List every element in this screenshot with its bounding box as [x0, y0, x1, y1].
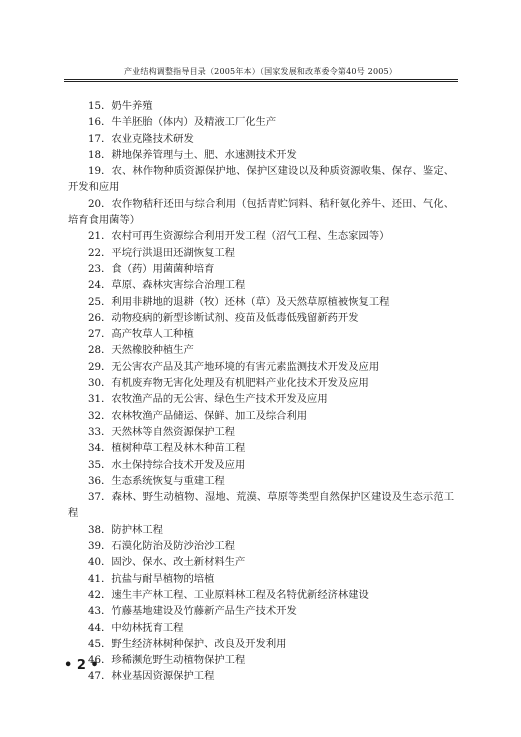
list-item: 43．竹藤基地建设及竹藤新产品生产技术开发: [88, 605, 297, 618]
list-item: 22．平垸行洪退田还湖恢复工程: [88, 246, 235, 259]
list-item: 47．林业基因资源保护工程: [88, 670, 215, 683]
list-item: 34．植树种草工程及林木种苗工程: [88, 442, 246, 455]
list-item: 41．抗盐与耐旱植物的培植: [88, 572, 215, 585]
list-item: 23．食（药）用菌菌种培育: [88, 262, 215, 275]
header-rule-bottom: [64, 81, 458, 82]
list-item: 37．森林、野生动植物、湿地、荒漠、草原等类型自然保护区建设及生态示范工程: [68, 491, 454, 520]
list-item: 44．中幼林抚育工程: [88, 621, 184, 634]
list-item: 24．草原、森林灾害综合治理工程: [88, 279, 246, 292]
list-item: 40．固沙、保水、改土新材料生产: [88, 556, 246, 569]
list-item: 39．石漠化防治及防沙治沙工程: [88, 540, 235, 553]
list-item: 31．农牧渔产品的无公害、绿色生产技术开发及应用: [88, 393, 328, 406]
list-item: 33．天然林等自然资源保护工程: [88, 425, 235, 438]
list-item: 17．农业克隆技术研发: [88, 132, 194, 145]
list-item: 38．防护林工程: [88, 523, 163, 536]
list-item: 45．野生经济林树种保护、改良及开发利用: [88, 637, 287, 650]
running-header: 产业结构调整指导目录（2005年本）（国家发展和改革委令第40号 2005）: [123, 67, 398, 76]
list-item: 27．高产牧草人工种植: [88, 328, 194, 341]
list-item: 35．水土保持综合技术开发及应用: [88, 458, 246, 471]
list-item: 25．利用非耕地的退耕（牧）还林（草）及天然草原植被恢复工程: [88, 295, 390, 308]
list-item: 20．农作物秸秆还田与综合利用（包括青贮饲料、秸秆氨化养牛、还田、气化、培育食用菌等）: [68, 197, 454, 227]
page-number: • 2 •: [64, 658, 99, 673]
list-item: 32．农林牧渔产品储运、保鲜、加工及综合利用: [88, 409, 308, 422]
list-item: 15．奶牛养殖: [88, 100, 153, 112]
catalog-item-list: [68, 98, 454, 685]
list-item: 19．农、林作物种质资源保护地、保护区建设以及种质资源收集、保存、鉴定、开发和应用: [68, 165, 454, 194]
header-rule-top: [64, 79, 458, 80]
list-item: 28．天然橡胶种植生产: [88, 344, 194, 357]
list-item: 21．农村可再生资源综合利用开发工程（沼气工程、生态家园等）: [88, 230, 390, 243]
list-item: 36．生态系统恢复与重建工程: [88, 474, 225, 487]
list-item: 26．动物疫病的新型诊断试剂、疫苗及低毒低残留新药开发: [88, 311, 359, 324]
list-item: 30．有机废弃物无害化处理及有机肥料产业化技术开发及应用: [88, 377, 369, 390]
list-item: 46．珍稀濒危野生动植物保护工程: [88, 654, 246, 667]
list-item: 29．无公害农产品及其产地环境的有害元素监测技术开发及应用: [88, 360, 380, 373]
list-item: 18．耕地保养管理与土、肥、水速测技术开发: [88, 148, 297, 161]
list-item: 16．牛羊胚胎（体内）及精液工厂化生产: [88, 116, 277, 129]
list-item: 42．速生丰产林工程、工业原料林工程及名特优新经济林建设: [88, 588, 369, 601]
